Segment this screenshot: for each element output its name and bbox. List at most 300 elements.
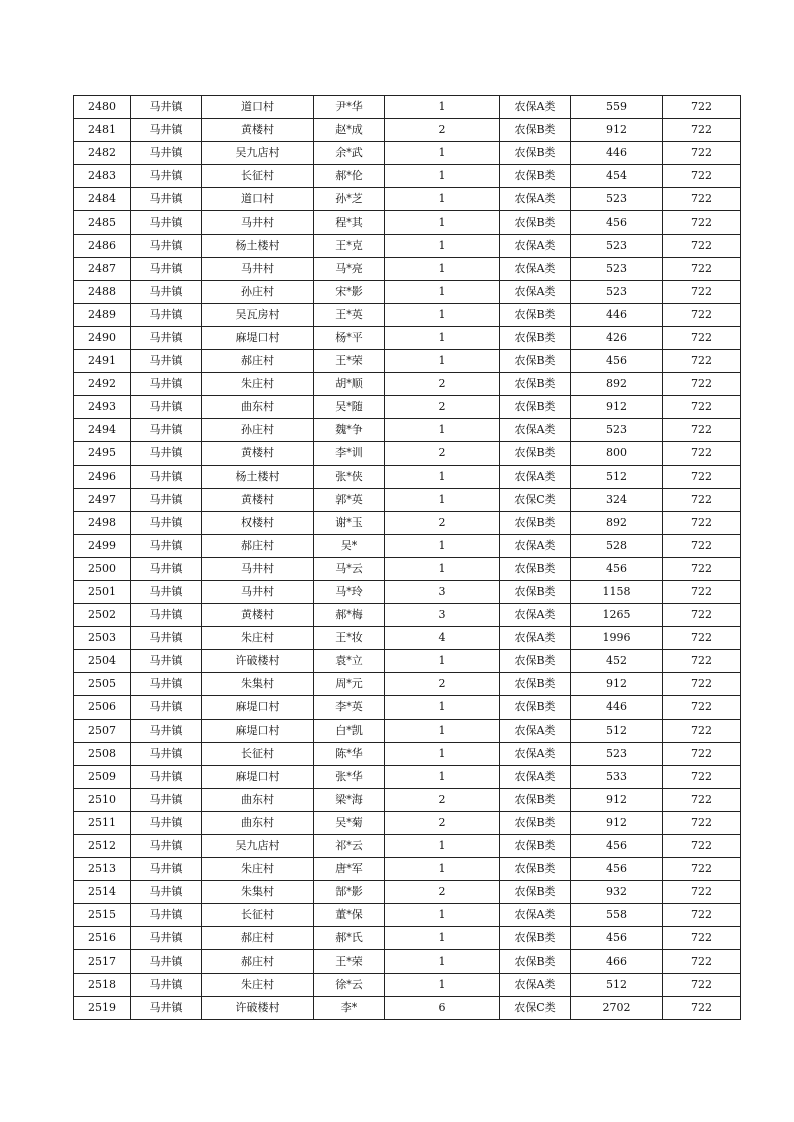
table-body [74,96,741,1020]
village-name-cell: 长征村 [202,165,314,188]
row-number-cell: 2501 [74,580,131,603]
village-name-cell: 郝庄村 [202,534,314,557]
village-name-cell: 许破楼村 [202,996,314,1019]
table-row [74,396,741,419]
row-number-cell: 2509 [74,765,131,788]
town-name-cell: 马井镇 [131,604,202,627]
village-name-cell: 许破楼村 [202,650,314,673]
village-name-cell: 道口村 [202,188,314,211]
town-name-cell: 马井镇 [131,580,202,603]
person-name-cell: 魏*争 [314,419,385,442]
standard-value-cell: 722 [663,119,741,142]
amount-cell: 456 [571,557,663,580]
standard-value-cell: 722 [663,165,741,188]
row-number-cell: 2493 [74,396,131,419]
row-number-cell: 2481 [74,119,131,142]
amount-cell: 523 [571,742,663,765]
person-name-cell: 王*英 [314,303,385,326]
row-number-cell: 2512 [74,835,131,858]
household-size-cell: 1 [385,96,500,119]
row-number-cell: 2500 [74,557,131,580]
standard-value-cell: 722 [663,719,741,742]
amount-cell: 912 [571,396,663,419]
person-name-cell: 郝*伦 [314,165,385,188]
household-size-cell: 1 [385,326,500,349]
insurance-category-cell: 农保B类 [500,119,571,142]
row-number-cell: 2504 [74,650,131,673]
row-number-cell: 2502 [74,604,131,627]
standard-value-cell: 722 [663,604,741,627]
household-size-cell: 1 [385,350,500,373]
insurance-category-cell: 农保C类 [500,996,571,1019]
insurance-category-cell: 农保A类 [500,904,571,927]
table-row [74,673,741,696]
person-name-cell: 宋*影 [314,280,385,303]
standard-value-cell: 722 [663,280,741,303]
town-name-cell: 马井镇 [131,142,202,165]
amount-cell: 912 [571,673,663,696]
town-name-cell: 马井镇 [131,788,202,811]
amount-cell: 456 [571,927,663,950]
village-name-cell: 曲东村 [202,788,314,811]
town-name-cell: 马井镇 [131,835,202,858]
standard-value-cell: 722 [663,765,741,788]
amount-cell: 512 [571,465,663,488]
town-name-cell: 马井镇 [131,96,202,119]
standard-value-cell: 722 [663,396,741,419]
standard-value-cell: 722 [663,673,741,696]
row-number-cell: 2507 [74,719,131,742]
person-name-cell: 李* [314,996,385,1019]
person-name-cell: 李*英 [314,696,385,719]
village-name-cell: 道口村 [202,96,314,119]
village-name-cell: 孙庄村 [202,419,314,442]
person-name-cell: 尹*华 [314,96,385,119]
insurance-category-cell: 农保B类 [500,811,571,834]
village-name-cell: 长征村 [202,904,314,927]
person-name-cell: 白*凯 [314,719,385,742]
town-name-cell: 马井镇 [131,396,202,419]
insurance-category-cell: 农保B类 [500,142,571,165]
person-name-cell: 王*荣 [314,950,385,973]
household-size-cell: 1 [385,419,500,442]
row-number-cell: 2498 [74,511,131,534]
household-size-cell: 2 [385,119,500,142]
table-row [74,835,741,858]
village-name-cell: 曲东村 [202,396,314,419]
standard-value-cell: 722 [663,96,741,119]
insurance-category-cell: 农保C类 [500,488,571,511]
household-size-cell: 1 [385,211,500,234]
household-size-cell: 1 [385,973,500,996]
insurance-category-cell: 农保B类 [500,927,571,950]
town-name-cell: 马井镇 [131,650,202,673]
insurance-category-cell: 农保A类 [500,419,571,442]
insurance-category-cell: 农保B类 [500,396,571,419]
insurance-category-cell: 农保B类 [500,835,571,858]
standard-value-cell: 722 [663,511,741,534]
household-size-cell: 1 [385,950,500,973]
town-name-cell: 马井镇 [131,188,202,211]
amount-cell: 456 [571,211,663,234]
person-name-cell: 张*侠 [314,465,385,488]
amount-cell: 1265 [571,604,663,627]
household-size-cell: 1 [385,165,500,188]
person-name-cell: 杨*平 [314,326,385,349]
village-name-cell: 麻堤口村 [202,326,314,349]
amount-cell: 559 [571,96,663,119]
row-number-cell: 2482 [74,142,131,165]
amount-cell: 912 [571,811,663,834]
person-name-cell: 赵*成 [314,119,385,142]
household-size-cell: 1 [385,188,500,211]
household-size-cell: 6 [385,996,500,1019]
household-size-cell: 1 [385,280,500,303]
town-name-cell: 马井镇 [131,973,202,996]
village-name-cell: 马井村 [202,557,314,580]
village-name-cell: 杨土楼村 [202,465,314,488]
standard-value-cell: 722 [663,996,741,1019]
insurance-category-cell: 农保B类 [500,696,571,719]
row-number-cell: 2505 [74,673,131,696]
village-name-cell: 权楼村 [202,511,314,534]
row-number-cell: 2519 [74,996,131,1019]
standard-value-cell: 722 [663,142,741,165]
town-name-cell: 马井镇 [131,742,202,765]
person-name-cell: 郜*影 [314,881,385,904]
insurance-category-cell: 农保B类 [500,650,571,673]
standard-value-cell: 722 [663,257,741,280]
town-name-cell: 马井镇 [131,765,202,788]
person-name-cell: 郝*氏 [314,927,385,950]
row-number-cell: 2514 [74,881,131,904]
amount-cell: 528 [571,534,663,557]
standard-value-cell: 722 [663,580,741,603]
village-name-cell: 朱集村 [202,881,314,904]
table-row [74,142,741,165]
town-name-cell: 马井镇 [131,257,202,280]
town-name-cell: 马井镇 [131,858,202,881]
household-size-cell: 2 [385,511,500,534]
amount-cell: 512 [571,719,663,742]
table-row [74,488,741,511]
town-name-cell: 马井镇 [131,696,202,719]
row-number-cell: 2515 [74,904,131,927]
amount-cell: 446 [571,303,663,326]
town-name-cell: 马井镇 [131,234,202,257]
standard-value-cell: 722 [663,811,741,834]
amount-cell: 466 [571,950,663,973]
amount-cell: 446 [571,696,663,719]
row-number-cell: 2508 [74,742,131,765]
household-size-cell: 2 [385,673,500,696]
amount-cell: 2702 [571,996,663,1019]
household-size-cell: 1 [385,719,500,742]
table-row [74,742,741,765]
table-row [74,442,741,465]
household-size-cell: 1 [385,835,500,858]
household-size-cell: 2 [385,788,500,811]
town-name-cell: 马井镇 [131,280,202,303]
row-number-cell: 2503 [74,627,131,650]
person-name-cell: 马*亮 [314,257,385,280]
village-name-cell: 马井村 [202,580,314,603]
insurance-category-cell: 农保B类 [500,858,571,881]
household-size-cell: 1 [385,234,500,257]
row-number-cell: 2487 [74,257,131,280]
table-row [74,580,741,603]
row-number-cell: 2516 [74,927,131,950]
person-name-cell: 袁*立 [314,650,385,673]
amount-cell: 426 [571,326,663,349]
person-name-cell: 程*其 [314,211,385,234]
amount-cell: 523 [571,234,663,257]
insurance-category-cell: 农保B类 [500,950,571,973]
town-name-cell: 马井镇 [131,511,202,534]
table-row [74,927,741,950]
standard-value-cell: 722 [663,627,741,650]
standard-value-cell: 722 [663,742,741,765]
town-name-cell: 马井镇 [131,557,202,580]
table-row [74,465,741,488]
table-row [74,234,741,257]
table-row [74,788,741,811]
village-name-cell: 麻堤口村 [202,765,314,788]
row-number-cell: 2490 [74,326,131,349]
village-name-cell: 吴九店村 [202,835,314,858]
household-size-cell: 1 [385,534,500,557]
village-name-cell: 朱庄村 [202,858,314,881]
standard-value-cell: 722 [663,881,741,904]
standard-value-cell: 722 [663,442,741,465]
amount-cell: 800 [571,442,663,465]
table-row [74,950,741,973]
standard-value-cell: 722 [663,904,741,927]
village-name-cell: 黄楼村 [202,119,314,142]
insurance-category-cell: 农保A类 [500,465,571,488]
table-row [74,881,741,904]
village-name-cell: 孙庄村 [202,280,314,303]
person-name-cell: 王*妆 [314,627,385,650]
row-number-cell: 2510 [74,788,131,811]
person-name-cell: 胡*顺 [314,373,385,396]
insurance-category-cell: 农保B类 [500,511,571,534]
household-size-cell: 1 [385,765,500,788]
person-name-cell: 马*云 [314,557,385,580]
standard-value-cell: 722 [663,188,741,211]
insurance-category-cell: 农保A类 [500,96,571,119]
table-row [74,696,741,719]
insurance-category-cell: 农保A类 [500,280,571,303]
household-size-cell: 1 [385,650,500,673]
amount-cell: 523 [571,280,663,303]
amount-cell: 892 [571,373,663,396]
row-number-cell: 2513 [74,858,131,881]
village-name-cell: 麻堤口村 [202,696,314,719]
table-row [74,627,741,650]
amount-cell: 454 [571,165,663,188]
household-size-cell: 4 [385,627,500,650]
table-row [74,373,741,396]
table-row [74,765,741,788]
standard-value-cell: 722 [663,373,741,396]
table-row [74,303,741,326]
household-size-cell: 1 [385,696,500,719]
person-name-cell: 孙*芝 [314,188,385,211]
amount-cell: 1996 [571,627,663,650]
table-row [74,188,741,211]
town-name-cell: 马井镇 [131,326,202,349]
amount-cell: 558 [571,904,663,927]
standard-value-cell: 722 [663,950,741,973]
standard-value-cell: 722 [663,696,741,719]
household-size-cell: 1 [385,488,500,511]
table-row [74,350,741,373]
row-number-cell: 2484 [74,188,131,211]
standard-value-cell: 722 [663,534,741,557]
insurance-category-cell: 农保A类 [500,188,571,211]
household-size-cell: 1 [385,142,500,165]
town-name-cell: 马井镇 [131,534,202,557]
town-name-cell: 马井镇 [131,950,202,973]
village-name-cell: 曲东村 [202,811,314,834]
amount-cell: 912 [571,119,663,142]
row-number-cell: 2480 [74,96,131,119]
table-row [74,211,741,234]
town-name-cell: 马井镇 [131,488,202,511]
amount-cell: 523 [571,188,663,211]
insurance-category-cell: 农保B类 [500,165,571,188]
row-number-cell: 2499 [74,534,131,557]
table-row [74,534,741,557]
town-name-cell: 马井镇 [131,165,202,188]
household-size-cell: 2 [385,811,500,834]
row-number-cell: 2489 [74,303,131,326]
person-name-cell: 周*元 [314,673,385,696]
village-name-cell: 朱庄村 [202,373,314,396]
row-number-cell: 2488 [74,280,131,303]
amount-cell: 452 [571,650,663,673]
household-size-cell: 1 [385,257,500,280]
row-number-cell: 2496 [74,465,131,488]
person-name-cell: 王*克 [314,234,385,257]
household-size-cell: 2 [385,396,500,419]
table-row [74,811,741,834]
table-row [74,257,741,280]
person-name-cell: 余*武 [314,142,385,165]
village-name-cell: 杨土楼村 [202,234,314,257]
insurance-category-cell: 农保B类 [500,673,571,696]
town-name-cell: 马井镇 [131,303,202,326]
insurance-category-cell: 农保B类 [500,326,571,349]
row-number-cell: 2495 [74,442,131,465]
insurance-category-cell: 农保A类 [500,534,571,557]
town-name-cell: 马井镇 [131,904,202,927]
insurance-category-cell: 农保A类 [500,765,571,788]
household-size-cell: 2 [385,373,500,396]
household-size-cell: 1 [385,557,500,580]
person-name-cell: 吴*菊 [314,811,385,834]
standard-value-cell: 722 [663,488,741,511]
village-name-cell: 郝庄村 [202,350,314,373]
row-number-cell: 2486 [74,234,131,257]
amount-cell: 456 [571,835,663,858]
village-name-cell: 朱集村 [202,673,314,696]
person-name-cell: 马*玲 [314,580,385,603]
town-name-cell: 马井镇 [131,811,202,834]
amount-cell: 523 [571,257,663,280]
standard-value-cell: 722 [663,788,741,811]
town-name-cell: 马井镇 [131,350,202,373]
town-name-cell: 马井镇 [131,881,202,904]
row-number-cell: 2506 [74,696,131,719]
table-row [74,996,741,1019]
village-name-cell: 朱庄村 [202,973,314,996]
standard-value-cell: 722 [663,557,741,580]
insurance-category-cell: 农保A类 [500,973,571,996]
insurance-category-cell: 农保B类 [500,788,571,811]
insurance-category-cell: 农保A类 [500,742,571,765]
row-number-cell: 2511 [74,811,131,834]
standard-value-cell: 722 [663,927,741,950]
row-number-cell: 2485 [74,211,131,234]
amount-cell: 512 [571,973,663,996]
household-size-cell: 3 [385,580,500,603]
household-size-cell: 1 [385,927,500,950]
insurance-category-cell: 农保A类 [500,234,571,257]
town-name-cell: 马井镇 [131,673,202,696]
table-row [74,280,741,303]
village-name-cell: 朱庄村 [202,627,314,650]
household-size-cell: 2 [385,881,500,904]
person-name-cell: 郭*英 [314,488,385,511]
insurance-category-cell: 农保B类 [500,211,571,234]
person-name-cell: 吴* [314,534,385,557]
standard-value-cell: 722 [663,465,741,488]
standard-value-cell: 722 [663,303,741,326]
town-name-cell: 马井镇 [131,442,202,465]
village-name-cell: 马井村 [202,211,314,234]
insurance-category-cell: 农保B类 [500,303,571,326]
table-row [74,419,741,442]
household-size-cell: 1 [385,904,500,927]
standard-value-cell: 722 [663,973,741,996]
row-number-cell: 2492 [74,373,131,396]
village-name-cell: 黄楼村 [202,488,314,511]
standard-value-cell: 722 [663,350,741,373]
table-row [74,858,741,881]
insurance-category-cell: 农保B类 [500,580,571,603]
town-name-cell: 马井镇 [131,211,202,234]
village-name-cell: 黄楼村 [202,604,314,627]
person-name-cell: 祁*云 [314,835,385,858]
amount-cell: 1158 [571,580,663,603]
person-name-cell: 谢*玉 [314,511,385,534]
village-name-cell: 马井村 [202,257,314,280]
row-number-cell: 2494 [74,419,131,442]
table-row [74,119,741,142]
insurance-category-cell: 农保A类 [500,257,571,280]
standard-value-cell: 722 [663,835,741,858]
person-name-cell: 徐*云 [314,973,385,996]
town-name-cell: 马井镇 [131,465,202,488]
person-name-cell: 郝*梅 [314,604,385,627]
household-size-cell: 1 [385,303,500,326]
table-row [74,904,741,927]
table-row [74,165,741,188]
village-name-cell: 长征村 [202,742,314,765]
town-name-cell: 马井镇 [131,996,202,1019]
